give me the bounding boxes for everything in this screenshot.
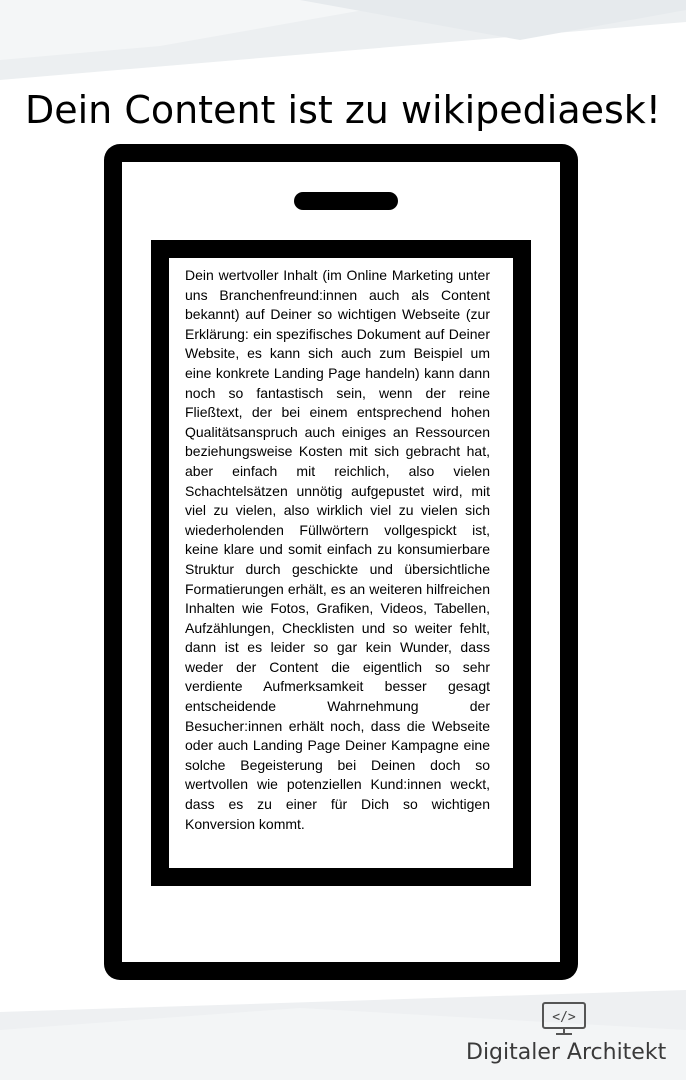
- logo-glyph: </>: [552, 1010, 576, 1025]
- code-monitor-icon: [541, 1001, 587, 1037]
- phone-speaker: [294, 192, 398, 210]
- background-top-shapes: [0, 0, 686, 80]
- page-title: Dein Content ist zu wikipediaesk!: [24, 88, 662, 132]
- screen-body-text: Dein wertvoller Inhalt (im Online Marketing unter uns Branchenfreund:innen auch als Content bekannt) auf Deiner so wichtigen Webseite (zur Erklärung: ein spezifisches Dokument auf Deiner Website, es kann sich auch zum Beispiel um eine konkrete Landing Page handeln) kann dann noch so fantastisch sein, wenn der reine Fließtext, der bei einem entsprechend hohen Qualitätsanspruch auch einiges an Ressourcen beziehungsweise Kosten mit sich gebracht hat, aber einfach mit reichlich, also vielen Schachtelsätzen unnötig aufgepustet wird, mit viel zu vielen, also wirklich viel zu vielen sich wiederholenden Füllwörtern vollgespickt ist, keine klare und somit einfach zu konsumierbare Struktur durch geschickte und übersichtliche Formatierungen erhält, es an weiteren hilfreichen Inhalten wie Fotos, Grafiken, Videos, Tabellen, Aufzählungen, Checklisten und so weiter fehlt, dann ist es leider so gar kein Wunder, dass weder der Content die eigentlich so sehr verdiente Aufmerksamkeit besser gesagt entscheidende Wahrnehmung der Besucher:innen erhält noch, dass die Webseite oder auch Landing Page Deiner Kampagne eine solche Begeisterung bei Deinen doch so wertvollen wie potenziellen Kund:innen weckt, dass es zu einer für Dich so wichtigen Konversion kommt.: [185, 267, 490, 832]
- brand-logo-text: Digitaler Architekt: [466, 1040, 667, 1065]
